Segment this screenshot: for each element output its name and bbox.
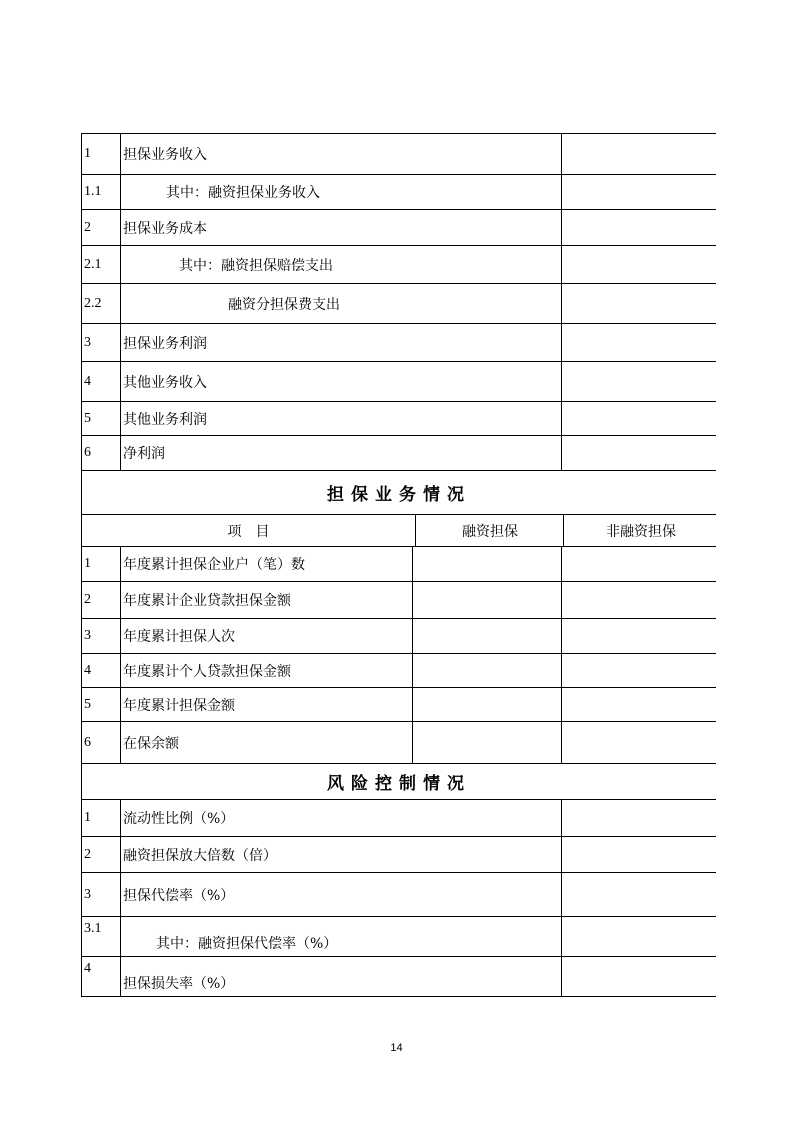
table-row bbox=[81, 209, 716, 245]
value-cell[interactable] bbox=[561, 436, 716, 470]
row-label: 其中：融资担保业务收入 bbox=[166, 185, 320, 201]
value-cell[interactable] bbox=[561, 324, 716, 361]
row-number: 3 bbox=[81, 873, 121, 916]
financing-cell[interactable] bbox=[412, 722, 561, 763]
non-financing-cell[interactable] bbox=[561, 688, 716, 721]
row-number: 3 bbox=[81, 324, 121, 361]
financing-cell[interactable] bbox=[412, 688, 561, 721]
table-row bbox=[81, 581, 716, 618]
table-row bbox=[81, 361, 716, 401]
row-number: 4 bbox=[81, 362, 121, 401]
page-number: 14 bbox=[390, 1042, 403, 1054]
financing-cell[interactable] bbox=[412, 654, 561, 687]
table-row bbox=[81, 653, 716, 687]
section-title-risk: 风险控制情况 bbox=[81, 763, 716, 799]
table-row bbox=[81, 687, 716, 721]
row-label: 在保余额 bbox=[122, 722, 413, 763]
value-cell[interactable] bbox=[561, 210, 716, 245]
row-label: 融资担保放大倍数（倍） bbox=[123, 847, 277, 864]
non-financing-cell[interactable] bbox=[561, 547, 716, 581]
row-label: 其中：融资担保代偿率（%） bbox=[156, 936, 338, 952]
table-row bbox=[81, 401, 716, 435]
row-number: 2.2 bbox=[81, 284, 121, 323]
row-label: 年度累计个人贷款担保金额 bbox=[122, 654, 413, 687]
row-number: 1.1 bbox=[81, 175, 121, 209]
table-row bbox=[81, 546, 716, 581]
non-financing-cell[interactable] bbox=[561, 722, 716, 763]
value-cell[interactable] bbox=[561, 402, 716, 435]
non-financing-cell[interactable] bbox=[561, 654, 716, 687]
row-label: 担保代偿率（%） bbox=[123, 887, 235, 904]
row-number: 6 bbox=[81, 436, 121, 470]
row-number: 5 bbox=[81, 402, 121, 435]
value-cell[interactable] bbox=[561, 134, 716, 174]
header-item: 项 目 bbox=[227, 523, 270, 540]
value-cell[interactable] bbox=[561, 175, 716, 209]
row-label: 其中：融资担保赔偿支出 bbox=[179, 257, 333, 274]
row-label: 其他业务利润 bbox=[123, 411, 207, 428]
row-label: 其他业务收入 bbox=[123, 374, 207, 391]
row-number: 4 bbox=[81, 957, 121, 996]
row-number: 1 bbox=[81, 547, 121, 581]
table-row bbox=[81, 721, 716, 763]
row-number: 1 bbox=[81, 134, 121, 174]
column-header-row bbox=[81, 514, 716, 546]
row-number: 3.1 bbox=[81, 917, 121, 956]
section-title-guarantee: 担保业务情况 bbox=[81, 470, 716, 514]
table-row bbox=[81, 435, 716, 470]
row-number: 2 bbox=[81, 210, 121, 245]
value-cell[interactable] bbox=[561, 873, 716, 916]
row-number: 4 bbox=[81, 654, 121, 687]
value-cell[interactable] bbox=[561, 362, 716, 401]
header-financing: 融资担保 bbox=[415, 515, 564, 546]
row-label: 担保损失率（%） bbox=[123, 976, 235, 992]
table-row bbox=[81, 245, 716, 283]
row-label: 担保业务收入 bbox=[123, 147, 207, 163]
value-cell[interactable] bbox=[561, 246, 716, 283]
header-non-financing: 非融资担保 bbox=[563, 515, 718, 546]
table-row bbox=[81, 618, 716, 653]
value-cell[interactable] bbox=[561, 800, 716, 836]
table-row bbox=[81, 916, 716, 956]
row-label: 净利润 bbox=[123, 446, 165, 462]
value-cell[interactable] bbox=[561, 837, 716, 872]
row-label: 年度累计担保人次 bbox=[122, 619, 413, 653]
report-table bbox=[81, 133, 716, 997]
financing-cell[interactable] bbox=[412, 619, 561, 653]
table-row bbox=[81, 799, 716, 836]
non-financing-cell[interactable] bbox=[561, 619, 716, 653]
value-cell[interactable] bbox=[561, 957, 716, 996]
row-number: 2.1 bbox=[81, 246, 121, 283]
table-row bbox=[81, 283, 716, 323]
row-number: 1 bbox=[81, 800, 121, 836]
table-row bbox=[81, 836, 716, 872]
row-number: 3 bbox=[81, 619, 121, 653]
row-label: 融资分担保费支出 bbox=[228, 296, 340, 313]
table-row bbox=[81, 956, 716, 997]
row-number: 2 bbox=[81, 582, 121, 618]
table-row bbox=[81, 323, 716, 361]
row-number: 6 bbox=[81, 722, 121, 763]
row-label: 年度累计担保金额 bbox=[122, 688, 413, 721]
row-label: 担保业务成本 bbox=[123, 220, 207, 237]
row-label: 担保业务利润 bbox=[123, 335, 207, 352]
value-cell[interactable] bbox=[561, 284, 716, 323]
table-row bbox=[81, 133, 716, 174]
table-row bbox=[81, 872, 716, 916]
row-number: 5 bbox=[81, 688, 121, 721]
value-cell[interactable] bbox=[561, 917, 716, 956]
row-label: 年度累计企业贷款担保金额 bbox=[122, 582, 413, 618]
row-number: 2 bbox=[81, 837, 121, 872]
financing-cell[interactable] bbox=[412, 547, 561, 581]
table-row bbox=[81, 174, 716, 209]
non-financing-cell[interactable] bbox=[561, 582, 716, 618]
row-label: 流动性比例（%） bbox=[123, 811, 235, 827]
financing-cell[interactable] bbox=[412, 582, 561, 618]
row-label: 年度累计担保企业户（笔）数 bbox=[122, 547, 413, 581]
